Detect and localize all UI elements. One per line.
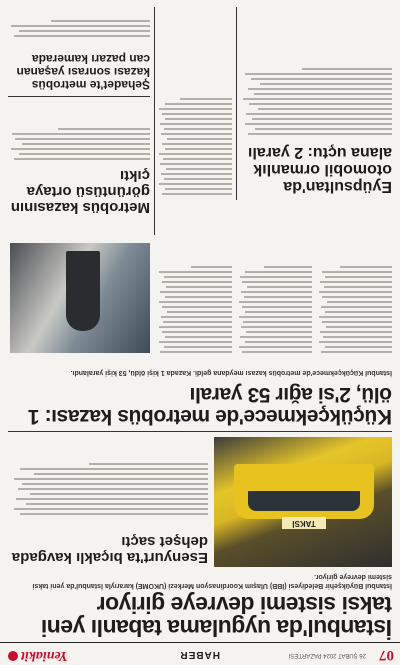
horizontal-rule-bottom xyxy=(8,96,150,97)
logo-text: Yeniakit xyxy=(21,648,68,663)
person-silhouette xyxy=(66,251,100,331)
lead-headline: İstanbul'da uygulama tabanlı yeni taksi sistemi devreye giriyor xyxy=(41,592,392,641)
main-story-body-col-1 xyxy=(318,203,392,353)
left-story-title: Eyüpsultan'da otomobil ormanlık alana uçtu: 2 yaralı xyxy=(247,144,392,195)
page-number: 07 xyxy=(379,647,394,663)
taxi-roof-sign: TAKSİ xyxy=(282,517,326,529)
vertical-rule-left xyxy=(236,7,237,200)
section-label: HABER xyxy=(179,649,220,660)
taxi-window-shape xyxy=(248,491,360,511)
masthead xyxy=(0,642,400,665)
vertical-rule xyxy=(154,7,155,235)
bottom-right-story-body xyxy=(8,7,150,37)
right-story-body xyxy=(8,100,150,160)
right-story-title: Metrobüs kazasının görüntüsü ortaya çıktı xyxy=(10,167,150,216)
main-story-sub: İstanbul Küçükçekmece'de metrobüs kazası meydana geldi. Kazada 1 kişi öldü, 53 kişi yaralandı. xyxy=(70,369,392,376)
center-column-body xyxy=(158,7,232,195)
main-story-title: Küçükçekmece'de metrobüs kazası: 1 ölü, 2'si ağır 53 yaralı xyxy=(28,383,392,428)
main-story-body-col-2 xyxy=(238,203,312,353)
issue-date: 26 ŞUBAT 2024 PAZARTESİ xyxy=(288,652,366,658)
lead-subhead: İstanbul Büyükşehir Belediyesi (İBB) Ulaşım Koordinasyon Merkezi (UKOME) kararıyla İstanbul'da yeni taksi sistemi devreye giriyor. xyxy=(32,573,392,589)
main-story-body-col-3 xyxy=(158,203,232,353)
bottom-right-story-title: Şehadet'te metrobüs kazası sonrası yaşanan can pazarı kamerada xyxy=(16,52,150,92)
metrobus-photo xyxy=(10,243,150,353)
logo-dot-icon xyxy=(8,651,18,661)
left-story-body xyxy=(242,7,392,135)
horizontal-rule xyxy=(8,431,392,432)
side-story-body xyxy=(10,435,208,515)
taxi-photo xyxy=(214,437,392,567)
side-story-title: Esenyurt'ta bıçaklı kavgada dehşet saçtı xyxy=(11,533,208,566)
newspaper-logo xyxy=(8,647,68,663)
